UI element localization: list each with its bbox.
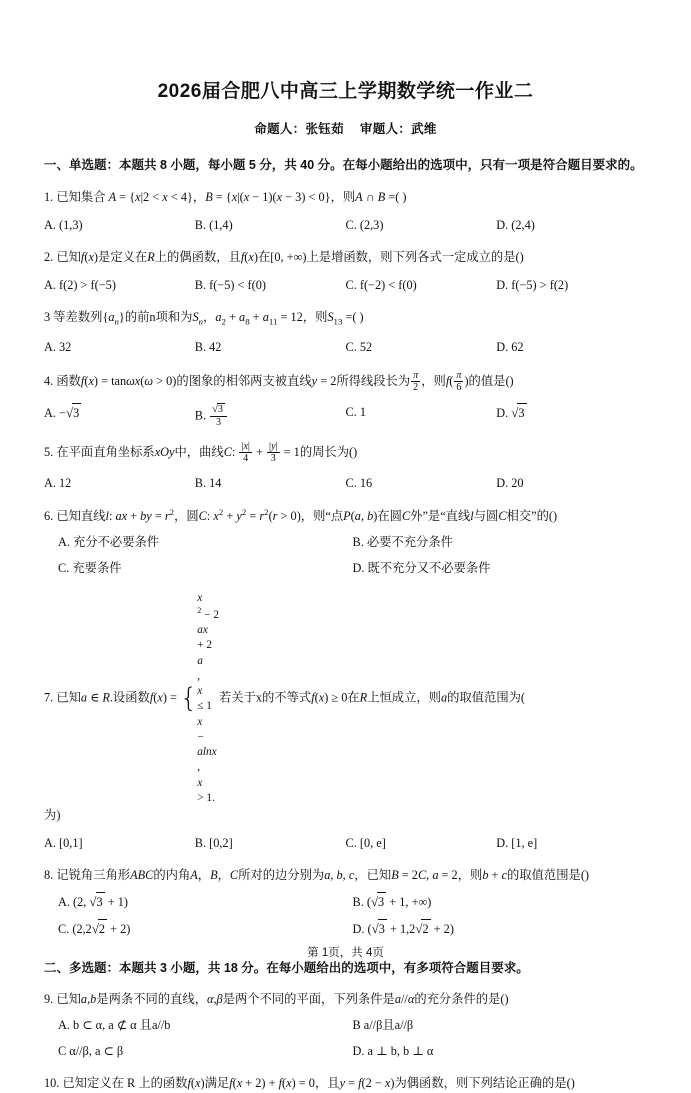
question-6-options [44, 533, 647, 578]
question-7-text-e: 上恒成立，则 [367, 690, 441, 705]
question-6-stem: 6. 已知直线l: ax + by = $r^2$，圆C: $x^2 + y^2 = r^2(r > 0)$，则“点P(a, b)在圆C外”是“直线l与圆C相交”的() [44, 506, 558, 523]
option-d[interactable]: D. 20 [496, 475, 524, 490]
option-d[interactable]: D. 既不充分又不必要条件 [352, 560, 491, 575]
option-c[interactable]: C. 1 [345, 404, 366, 419]
option-a[interactable]: A. [0,1] [44, 836, 83, 851]
question-2-stem: 2. 已知f(x)是定义在R上的偶函数，且f(x)在[0, +∞)上是增函数，则下列各式一定成立的是() [44, 249, 524, 264]
option-c[interactable]: C α//β, a ⊂ β [58, 1044, 124, 1059]
question-5-text-d: ) [353, 444, 358, 459]
option-d[interactable]: D. a ⊥ b, b ⊥ α [352, 1044, 434, 1059]
question-3-text-c: ， [203, 309, 216, 324]
question-4-text-a: 函数 [56, 373, 81, 388]
question-10-number: 10. [44, 1076, 60, 1091]
question-10-text-a: 已知定义在 R 上的函数 [62, 1076, 188, 1091]
question-7-text-d: 在 [347, 690, 360, 705]
question-7-options [44, 834, 647, 853]
question-10-stem: 10. 已知定义在 R 上的函数f(x)满足f(x + 2) + f(x) = 0，且y = f(2 − x)为偶函数，则下列结论正确的是() [44, 1076, 575, 1091]
question-2-text-a: 已知 [56, 249, 81, 264]
question-3-options [44, 338, 647, 357]
question-9 [44, 990, 647, 1061]
question-4-stem: 4. 函数f(x) = tanωx(ω > 0)的图象的相邻两支被直线y = 2所得线段长为 $\frac{\pi}{2}$ ，则f( $\frac{\pi}{6}$ )的值是() [44, 370, 514, 394]
option-c[interactable]: C. 52 [345, 340, 373, 355]
question-5-text-b: 中，曲线 [174, 444, 224, 459]
option-a[interactable]: A. b ⊂ α, a ⊄ α 且a//b [58, 1018, 171, 1033]
question-10-text-d: 为偶函数，则下列结论正确的是( [394, 1076, 571, 1091]
question-6-number: 6. [44, 508, 54, 523]
option-c[interactable]: C. 充要条件 [58, 560, 122, 575]
option-d[interactable]: D. 62 [496, 340, 524, 355]
option-b[interactable]: B. (√3 + 1, +∞) [353, 892, 648, 912]
reviewer-label: 审题人：武维 [359, 122, 437, 136]
question-4-options [44, 403, 647, 428]
question-10-text-e: ) [570, 1076, 575, 1091]
setter-label: 命题人：张钰茹 [254, 122, 344, 136]
question-8-text-c: 所对的边分别为 [238, 868, 325, 883]
question-9-text-b: 是两条不同的直线， [96, 992, 207, 1007]
option-d[interactable]: D. f(−5) > f(2) [496, 277, 569, 292]
question-7-text-c: 若关于x的不等式 [218, 690, 312, 705]
option-b[interactable]: B. f(−5) < f(0) [194, 277, 266, 292]
page-title: 2026届合肥八中高三上学期数学统一作业二 [157, 81, 534, 102]
question-2-text-c: 上的偶函数，且 [154, 249, 241, 264]
option-d[interactable]: D. √3 [496, 403, 647, 428]
question-8-text-g: ) [584, 868, 590, 883]
question-2-text-d: 在 [257, 249, 271, 264]
question-3-text-b: 的前n项和为 [124, 309, 193, 324]
question-6 [44, 506, 647, 578]
question-9-text-d: 的充分条件的是( [414, 992, 505, 1007]
option-a[interactable]: A. −√3 [44, 403, 195, 428]
question-1-options [44, 216, 647, 235]
option-b[interactable]: B. 42 [194, 340, 222, 355]
question-2-options [44, 276, 647, 295]
question-4-text-c: 所得线段长为 [336, 373, 411, 388]
question-4-text-e: 的值是( [468, 373, 510, 388]
question-4-text-f: ) [509, 373, 514, 388]
question-1-number: 1. [44, 189, 54, 204]
question-9-text-a: 已知 [56, 992, 81, 1007]
question-5-text-c: 的周长为( [299, 444, 354, 459]
question-7 [44, 591, 647, 854]
question-5 [44, 441, 647, 493]
page-footer: 第 1页，共 4页 [307, 947, 384, 959]
question-8 [44, 866, 647, 939]
question-1-text-a: 已知集合 [56, 189, 106, 204]
question-4-number: 4. [44, 373, 54, 388]
question-6-text-h: ) [552, 508, 558, 523]
question-3 [44, 308, 647, 357]
question-2-text-e: 上是增函数，则下列各式一定成立的是( [306, 249, 520, 264]
question-8-text-f: 的取值范围是( [507, 868, 585, 883]
question-7-text-b: .设函数 [109, 690, 150, 705]
option-a[interactable]: A. 32 [44, 340, 72, 355]
question-6-text-b: ，圆 [174, 508, 199, 523]
question-9-options [44, 1016, 647, 1061]
question-9-stem: 9. 已知a,b是两条不同的直线，α,β是两个不同的平面，下列条件是a//α的充分条件的是() [44, 992, 509, 1007]
question-2-text-f: ) [519, 249, 524, 264]
question-8-stem: 8. 记锐角三角形ABC的内角A，B，C所对的边分别为a, b, c，已知B = 2C, a = 2，则b + c的取值范围是() [44, 868, 590, 883]
option-b[interactable]: B. $\frac{√3}{3}$ [195, 403, 346, 428]
question-2-text-b: 是定义在 [98, 249, 148, 264]
option-a[interactable]: A. (1,3) [44, 217, 83, 232]
question-4-text-d: ，则 [421, 373, 446, 388]
option-a[interactable]: A. (2, √3 + 1) [58, 892, 353, 912]
question-6-text-a: 已知直线 [56, 508, 106, 523]
question-2 [44, 248, 647, 295]
option-c[interactable]: C. (2,3) [345, 217, 384, 232]
question-8-text-b: 的内角 [153, 868, 191, 883]
question-4 [44, 370, 647, 428]
option-d[interactable]: D. (2,4) [496, 217, 535, 232]
option-c[interactable]: C. 16 [345, 475, 373, 490]
question-3-stem: 3 等差数列$\{a_n\}$的前n项和为$S_n$，$a_2 + a_8 + a_{11} = 12$，则$S_{13}$ =( ) [44, 309, 364, 327]
section-heading-multiple-choice: 二、多选题：本题共 3 小题，共 18 分。在每小题给出的选项中，有多项符合题目要求。 [44, 960, 529, 975]
option-b[interactable]: B. [0,2] [194, 836, 233, 851]
question-1-stem: 1. 已知集合 A = {x|2 < x < 4}，B = {x|(x − 1)(x − 3) < 0}，则A ∩ B =( ) [44, 189, 407, 204]
question-7-number: 7. [44, 690, 54, 705]
question-5-options [44, 474, 647, 493]
option-b[interactable]: B a//β且a//β [352, 1018, 414, 1033]
question-6-text-f: 与圆 [473, 508, 499, 523]
question-5-stem: 5. 在平面直角坐标系xOy中，曲线C: $\frac{|x|}{4}$ + $\frac{|y|}{3}$ = 1的周长为() [44, 440, 358, 465]
question-7-text-a: 已知 [56, 690, 81, 705]
question-7-text-g: ) [56, 808, 61, 823]
question-8-number: 8. [44, 868, 54, 883]
option-c[interactable]: C. [0, e] [345, 836, 386, 851]
question-8-text-d: ，已知 [354, 868, 392, 883]
section-heading-single-choice: 一、单选题：本题共 8 小题，每小题 5 分，共 40 分。在每小题给出的选项中，只有一项是符合题目要求的。 [44, 158, 643, 172]
question-10-text-c: ，且 [314, 1076, 340, 1091]
question-3-number: 3 [44, 309, 51, 324]
option-a[interactable]: A. 充分不必要条件 [58, 534, 160, 549]
question-7-stem: 7. 已知a ∈ R.设函数f(x) = { x $^2$ − 2 ax + 2 a , x ≤ 1 x − alnx , x > 1. 若关于x的不等式f(x) ≥ 0在R上恒成立，则a的取值范围为( 为) [44, 591, 526, 823]
question-6-text-g: 相交”的( [506, 508, 553, 523]
question-8-text-e: ，则 [457, 868, 483, 883]
question-6-text-e: 外”是“直线 [410, 508, 471, 523]
question-8-text-a: 记锐角三角形 [56, 868, 131, 883]
option-b[interactable]: B. (1,4) [194, 217, 233, 232]
question-10-text-b: 满足 [204, 1076, 230, 1091]
question-5-number: 5. [44, 444, 54, 459]
question-1-text-b: ，则 [330, 189, 356, 204]
question-5-text-a: 在平面直角坐标系 [56, 444, 155, 459]
question-9-number: 9. [44, 992, 54, 1007]
question-7-text-f: 的取值范围为( [447, 690, 526, 705]
question-1 [44, 188, 647, 235]
option-d[interactable]: D. [1, e] [496, 836, 538, 851]
question-4-text-b: 的图象的相邻两支被直线 [176, 373, 312, 388]
option-a[interactable]: A. 12 [44, 475, 72, 490]
question-6-text-d: 在圆 [377, 508, 402, 523]
question-8-options [44, 892, 647, 939]
question-9-text-e: ) [504, 992, 509, 1007]
question-6-text-c: ，则“点 [300, 508, 344, 523]
question-9-text-c: 是两个不同的平面，下列条件是 [222, 992, 395, 1007]
question-10 [44, 1074, 647, 1093]
option-b[interactable]: B. 14 [194, 475, 222, 490]
option-c[interactable]: C. f(−2) < f(0) [345, 277, 417, 292]
question-3-text-a: 等差数列 [53, 309, 103, 324]
byline [44, 119, 647, 137]
option-b[interactable]: B. 必要不充分条件 [352, 534, 453, 549]
option-a[interactable]: A. f(2) > f(−5) [44, 277, 116, 292]
option-c[interactable]: C. (2,2√2 + 2) [58, 919, 353, 939]
question-3-text-d: ，则 [302, 309, 328, 324]
option-d[interactable]: D. (√3 + 1,2√2 + 2) [353, 919, 648, 939]
question-2-number: 2. [44, 249, 54, 264]
